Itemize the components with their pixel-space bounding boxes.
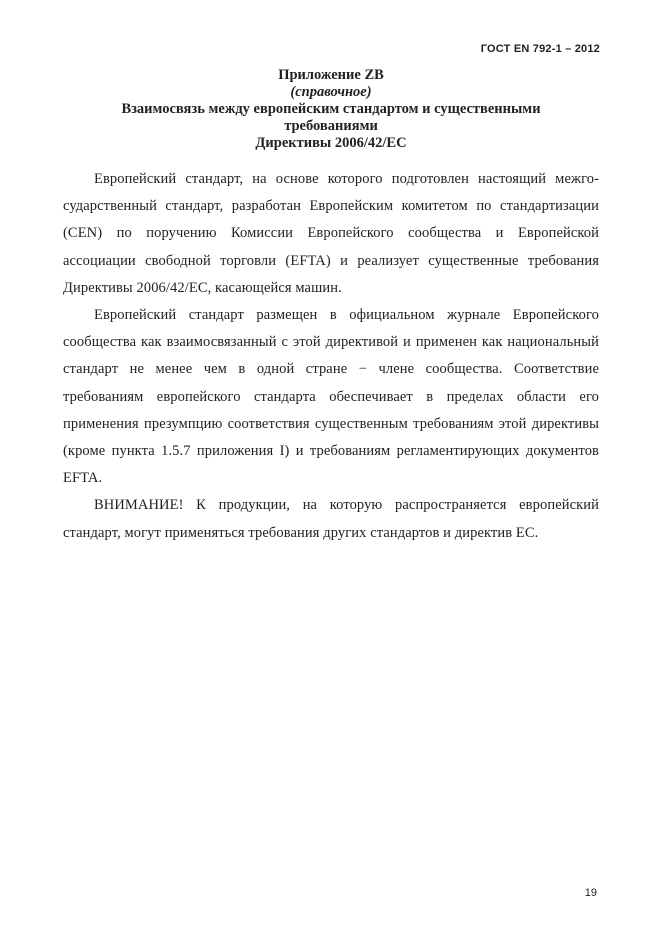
annex-type: (справочное) — [290, 84, 372, 100]
annex-title-block — [62, 67, 600, 152]
paragraph: Европейский стандарт, на основе которого подготовлен настоящий межгосударственный стандарт, разработан Европейским комитетом по стандартизации (CEN) по поручению Комиссии Европейского сообщества и Европейской ассоциации свободной торговли (EFTA) и реализует существенные требования Директивы 2006/42/EC, касающейся машин. — [63, 171, 599, 296]
annex-heading-line-2: требованиями — [284, 118, 378, 134]
annex-heading-line-3: Директивы 2006/42/ЕС — [255, 135, 407, 151]
paragraph: ВНИМАНИЕ! К продукции, на которую распространяется европейский стандарт, могут применяться требования других стандартов и директив ЕС. — [63, 497, 599, 541]
body-text — [63, 166, 599, 547]
document-code: ГОСТ EN 792-1 – 2012 — [480, 43, 600, 55]
annex-heading-line-1: Взаимосвязь между европейским стандартом и существенными — [121, 101, 541, 117]
page-number: 19 — [584, 887, 597, 899]
annex-title: Приложение ZB — [278, 67, 384, 83]
paragraph: Европейский стандарт размещен в официальном журнале Европейского сообщества как взаимосвязанный с этой директивой и применен как национальный стандарт не менее чем в одной стране − члене сообщества. Соответствие требованиям европейского стандарта обеспечивает в пределах области его применения презумпцию соответствия существенным требованиям этой директивы (кроме пункта 1.5.7 приложения I) и требованиям регламентирующих документов EFTA. — [63, 307, 599, 487]
